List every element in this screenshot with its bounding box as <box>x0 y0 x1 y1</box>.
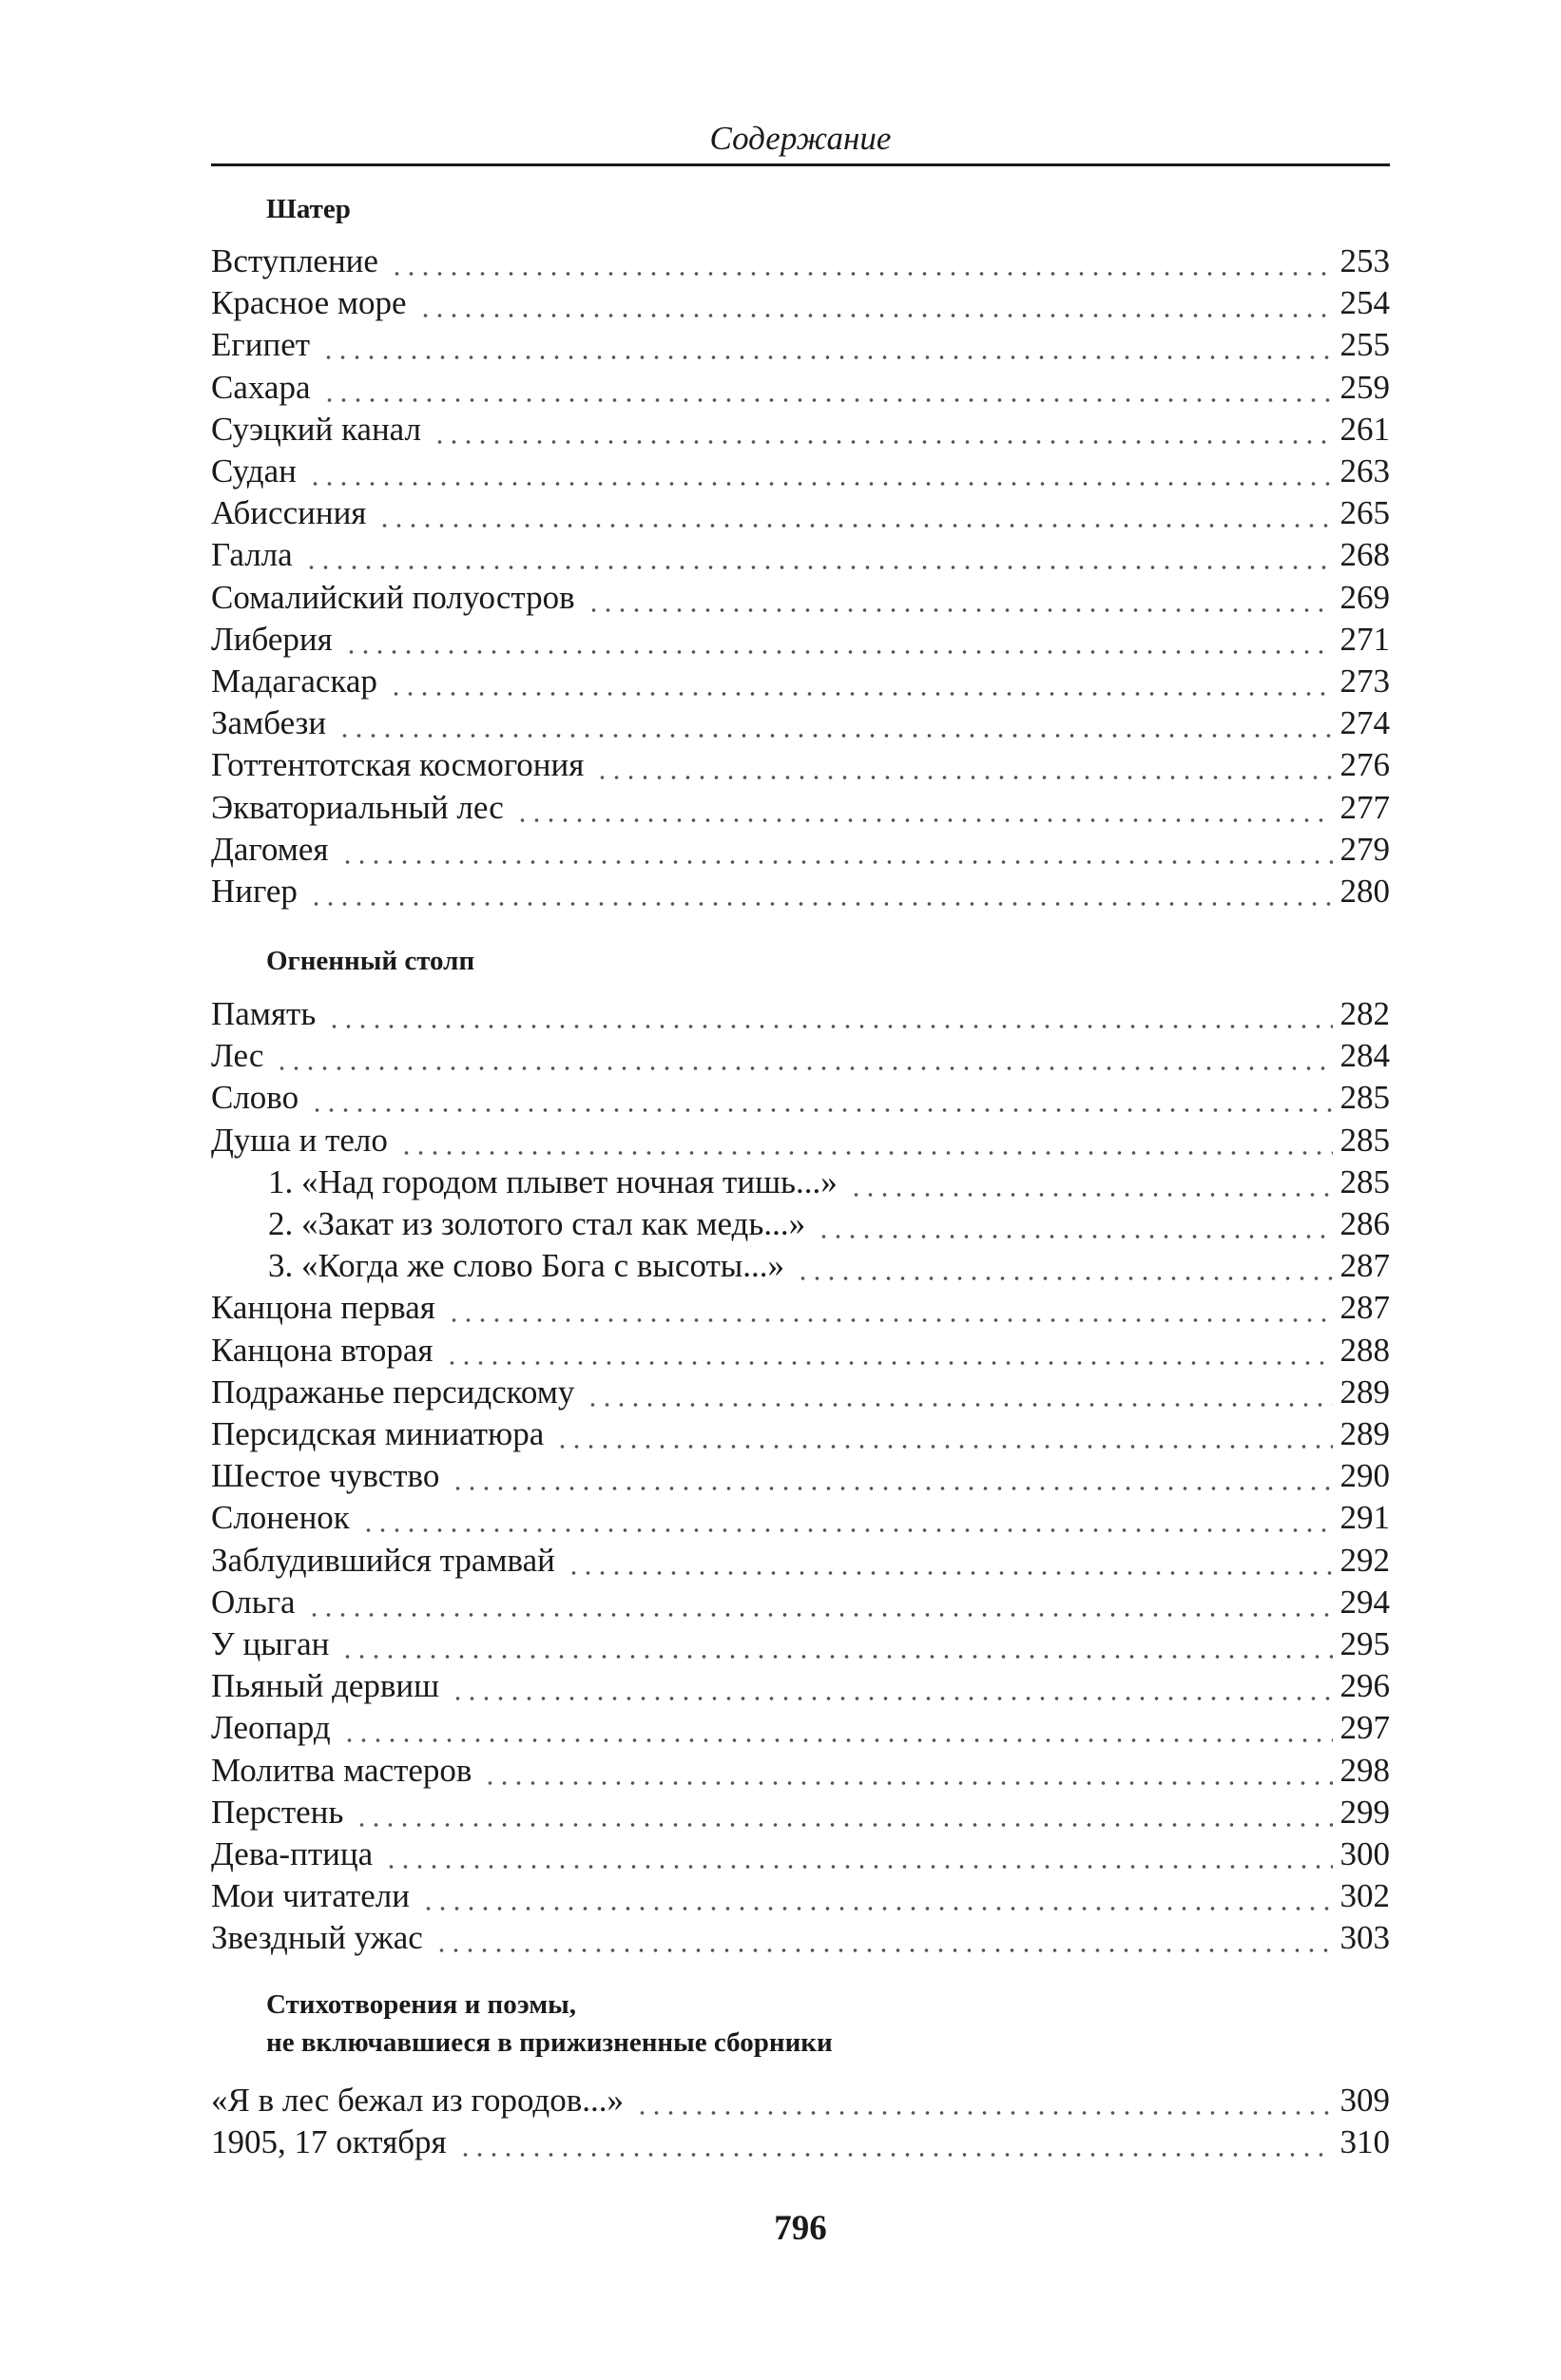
dot-leader <box>434 1917 1333 1959</box>
entry-title: Дагомея <box>211 831 329 868</box>
section-title: Стихотворения и поэмы, <box>266 1989 577 2020</box>
entry-page: 285 <box>1339 1163 1390 1200</box>
entry-title: Персидская миниатюра <box>211 1415 545 1452</box>
dot-leader <box>587 577 1333 619</box>
toc-entry[interactable] <box>268 1161 1390 1203</box>
dot-leader <box>344 619 1333 661</box>
toc-entry[interactable] <box>211 1120 1390 1161</box>
entry-title: Душа и тело <box>211 1122 388 1159</box>
dot-leader <box>321 324 1332 366</box>
entry-title: Память <box>211 995 317 1032</box>
dot-leader <box>275 1035 1332 1077</box>
toc-entry[interactable] <box>211 240 1390 282</box>
toc-entry[interactable] <box>211 1330 1390 1372</box>
dot-leader <box>342 1707 1333 1749</box>
dot-leader <box>458 2121 1333 2163</box>
dot-leader <box>433 409 1333 451</box>
entry-page: 289 <box>1339 1415 1390 1452</box>
entry-title: Дева-птица <box>211 1835 374 1872</box>
dot-leader <box>635 2080 1332 2121</box>
dot-leader <box>327 993 1332 1035</box>
dot-leader <box>483 1750 1332 1792</box>
entry-page: 287 <box>1339 1289 1390 1326</box>
entry-title: Абиссиния <box>211 494 367 531</box>
toc-entry[interactable] <box>211 1077 1390 1119</box>
entry-title: Канцона вторая <box>211 1332 434 1369</box>
dot-leader <box>451 1665 1332 1707</box>
entry-title: Леопард <box>211 1709 331 1746</box>
entry-page: 295 <box>1339 1625 1390 1662</box>
toc-entry[interactable] <box>211 2121 1390 2163</box>
entry-page: 279 <box>1339 831 1390 868</box>
entry-title: Молитва мастеров <box>211 1752 472 1789</box>
entry-title: Слоненок <box>211 1499 350 1536</box>
toc-entry[interactable] <box>211 324 1390 366</box>
entry-page: 290 <box>1339 1457 1390 1494</box>
toc-entry[interactable] <box>211 1665 1390 1707</box>
toc-entry[interactable] <box>211 1707 1390 1749</box>
entry-page: 269 <box>1339 579 1390 616</box>
toc-entry[interactable] <box>211 702 1390 744</box>
dot-leader <box>586 1372 1332 1413</box>
dot-leader <box>322 367 1333 409</box>
entry-title: Готтентотская космогония <box>211 746 585 783</box>
dot-leader <box>515 787 1333 829</box>
dot-leader <box>304 534 1333 576</box>
dot-leader <box>796 1245 1332 1287</box>
toc-entry[interactable] <box>211 829 1390 871</box>
entry-title: Судан <box>211 452 297 489</box>
entry-title: Канцона первая <box>211 1289 435 1326</box>
toc-entry[interactable] <box>211 1540 1390 1582</box>
entry-page: 276 <box>1339 746 1390 783</box>
dot-leader <box>355 1792 1332 1833</box>
entry-title: Замбези <box>211 704 327 741</box>
entry-title: Вступление <box>211 242 378 279</box>
entry-title: Суэцкий канал <box>211 411 421 448</box>
toc-entry[interactable] <box>211 1413 1390 1455</box>
entry-page: 303 <box>1339 1919 1390 1956</box>
entry-page: 280 <box>1339 873 1390 910</box>
entry-page: 271 <box>1339 621 1390 658</box>
running-head: Содержание <box>211 114 1390 166</box>
entry-title: Перстень <box>211 1794 344 1831</box>
entry-page: 294 <box>1339 1583 1390 1621</box>
dot-leader <box>451 1455 1332 1497</box>
dot-leader <box>421 1875 1333 1917</box>
toc-entry[interactable] <box>268 1203 1390 1245</box>
entry-page: 259 <box>1339 369 1390 406</box>
entry-title: Шестое чувство <box>211 1457 440 1494</box>
entry-page: 296 <box>1339 1667 1390 1704</box>
entry-page: 299 <box>1339 1794 1390 1831</box>
dot-leader <box>389 661 1333 702</box>
entry-page: 300 <box>1339 1835 1390 1872</box>
entry-page: 263 <box>1339 452 1390 489</box>
section-title: Шатер <box>266 194 351 224</box>
toc-entry[interactable] <box>211 1750 1390 1792</box>
toc-entry[interactable] <box>211 1287 1390 1329</box>
entry-title: Красное море <box>211 284 407 321</box>
dot-leader <box>399 1120 1333 1161</box>
dot-leader <box>340 829 1333 871</box>
entry-title: Заблудившийся трамвай <box>211 1542 555 1579</box>
entry-page: 285 <box>1339 1079 1390 1116</box>
entry-title: Сахара <box>211 369 311 406</box>
dot-leader <box>384 1833 1332 1875</box>
entry-title: Слово <box>211 1079 299 1116</box>
toc-entry[interactable] <box>211 661 1390 702</box>
dot-leader <box>817 1203 1332 1245</box>
entry-page: 292 <box>1339 1542 1390 1579</box>
entry-page: 284 <box>1339 1037 1390 1074</box>
toc-entry[interactable] <box>211 367 1390 409</box>
dot-leader <box>340 1623 1332 1665</box>
dot-leader <box>390 240 1333 282</box>
entry-page: 274 <box>1339 704 1390 741</box>
entry-page: 309 <box>1339 2082 1390 2119</box>
entry-title: 1. «Над городом плывет ночная тишь...» <box>268 1163 838 1200</box>
dot-leader <box>849 1161 1333 1203</box>
entry-page: 253 <box>1339 242 1390 279</box>
entry-title: Мадагаскар <box>211 662 377 700</box>
dot-leader <box>309 871 1333 912</box>
dot-leader <box>361 1497 1333 1539</box>
dot-leader <box>595 744 1332 786</box>
entry-title: Лес <box>211 1037 264 1074</box>
entry-page: 268 <box>1339 536 1390 573</box>
toc-entry[interactable] <box>211 1372 1390 1413</box>
dot-leader <box>418 282 1333 324</box>
entry-page: 265 <box>1339 494 1390 531</box>
entry-title: Египет <box>211 326 311 363</box>
toc-entry[interactable] <box>211 1875 1390 1917</box>
toc-entry[interactable] <box>211 534 1390 576</box>
toc-entry[interactable] <box>211 1623 1390 1665</box>
section-title: Огненный столп <box>266 946 475 976</box>
entry-page: 282 <box>1339 995 1390 1032</box>
entry-page: 288 <box>1339 1332 1390 1369</box>
entry-title: Мои читатели <box>211 1877 410 1914</box>
entry-title: Пьяный дервиш <box>211 1667 440 1704</box>
entry-title: Нигер <box>211 873 298 910</box>
toc-entry[interactable] <box>211 787 1390 829</box>
entry-title: Сомалийский полуостров <box>211 579 575 616</box>
entry-page: 298 <box>1339 1752 1390 1789</box>
entry-title: «Я в лес бежал из городов...» <box>211 2082 625 2119</box>
toc-entry[interactable] <box>211 577 1390 619</box>
toc-entry[interactable] <box>211 619 1390 661</box>
entry-page: 310 <box>1339 2123 1390 2160</box>
toc-entry[interactable] <box>211 409 1390 451</box>
entry-page: 286 <box>1339 1205 1390 1242</box>
entry-page: 302 <box>1339 1877 1390 1914</box>
toc-entry[interactable] <box>211 993 1390 1035</box>
toc-entry[interactable] <box>211 451 1390 492</box>
entry-page: 285 <box>1339 1122 1390 1159</box>
dot-leader <box>337 702 1332 744</box>
entry-page: 277 <box>1339 789 1390 826</box>
entry-page: 291 <box>1339 1499 1390 1536</box>
dot-leader <box>377 492 1332 534</box>
toc-entry[interactable] <box>211 1035 1390 1077</box>
entry-title: 3. «Когда же слово Бога с высоты...» <box>268 1247 785 1284</box>
entry-title: Галла <box>211 536 293 573</box>
entry-page: 297 <box>1339 1709 1390 1746</box>
toc-entry[interactable] <box>211 1455 1390 1497</box>
entry-title: 1905, 17 октября <box>211 2123 447 2160</box>
entry-page: 273 <box>1339 662 1390 700</box>
entry-title: 2. «Закат из золотого стал как медь...» <box>268 1205 806 1242</box>
page-number: 796 <box>774 2209 827 2248</box>
toc-page <box>211 0 1390 2380</box>
entry-page: 287 <box>1339 1247 1390 1284</box>
toc-entry[interactable] <box>211 282 1390 324</box>
entry-page: 254 <box>1339 284 1390 321</box>
dot-leader <box>447 1287 1333 1329</box>
entry-page: 289 <box>1339 1373 1390 1411</box>
dot-leader <box>310 1077 1332 1119</box>
entry-title: У цыган <box>211 1625 330 1662</box>
toc-entry[interactable] <box>211 1917 1390 1959</box>
dot-leader <box>555 1413 1332 1455</box>
entry-page: 255 <box>1339 326 1390 363</box>
dot-leader <box>445 1330 1333 1372</box>
entry-title: Ольга <box>211 1583 296 1621</box>
toc-entry[interactable] <box>211 492 1390 534</box>
dot-leader <box>307 1582 1333 1623</box>
toc-entry[interactable] <box>211 1792 1390 1833</box>
dot-leader <box>308 451 1333 492</box>
toc-entry[interactable] <box>211 1497 1390 1539</box>
dot-leader <box>567 1540 1333 1582</box>
entry-title: Экваториальный лес <box>211 789 504 826</box>
entry-title: Звездный ужас <box>211 1919 423 1956</box>
entry-page: 261 <box>1339 411 1390 448</box>
toc-entry[interactable] <box>211 871 1390 912</box>
toc-entry[interactable] <box>268 1245 1390 1287</box>
toc-entry[interactable] <box>211 2080 1390 2121</box>
entry-title: Подражанье персидскому <box>211 1373 575 1411</box>
entry-title: Либерия <box>211 621 333 658</box>
toc-entry[interactable] <box>211 744 1390 786</box>
toc-entry[interactable] <box>211 1833 1390 1875</box>
toc-entry[interactable] <box>211 1582 1390 1623</box>
section-title: не включавшиеся в прижизненные сборники <box>266 2027 833 2058</box>
